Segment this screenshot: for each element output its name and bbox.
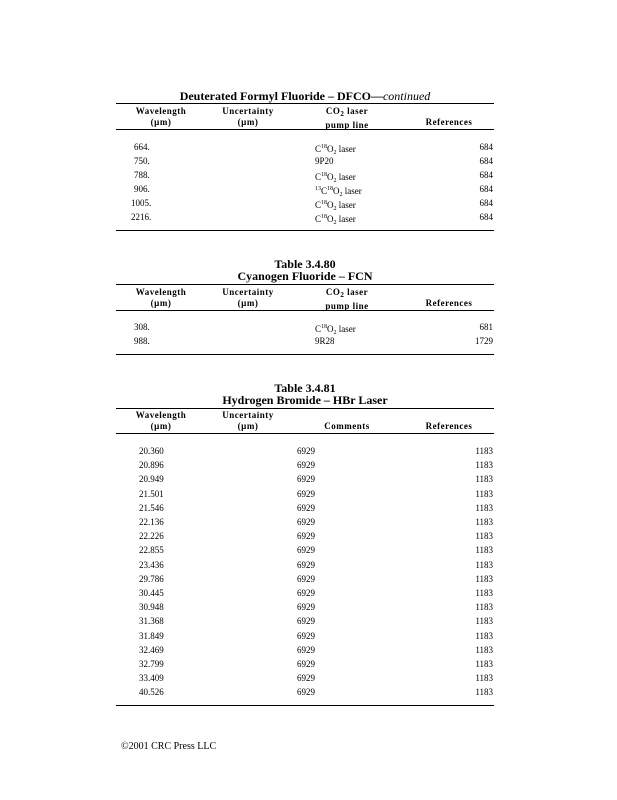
table-title-fcn: Cyanogen Fluoride – FCN [237,269,373,283]
table-cell-ref: 1183 [475,673,493,683]
table-cell-ref: 1183 [475,631,493,641]
table-cell-comment: 6929 [297,531,315,541]
table-cell-ref: 684 [479,170,493,180]
table-cell-wavelength: 33.409 [139,673,164,683]
table-cell-ref: 1183 [475,659,493,669]
table-cell-wavelength: 30.445 [139,588,164,598]
table-cell-ref: 1183 [475,645,493,655]
table-cell-ref: 684 [479,212,493,222]
table-cell-comment: 6929 [297,560,315,570]
table-cell-comment: 6929 [297,588,315,598]
table-cell-wavelength: 22.226 [139,531,164,541]
table-cell-pump: $C^{18}O_2$ laser [315,172,356,184]
table-cell-comment: 6929 [297,446,315,456]
col-header-references: References [425,421,473,431]
table-cell-comment: 6929 [297,687,315,697]
table-cell-wavelength: 788. [134,170,150,180]
table-cell-ref: 681 [479,322,493,332]
table-cell-wavelength: 23.436 [139,560,164,570]
col-header-wavelength: Wavelength (µm) [135,410,187,431]
table-bottom-rule [116,354,494,355]
table-number: Table 3.4.81 [274,381,336,395]
table-cell-ref: 1183 [475,687,493,697]
table-cell-wavelength: 2216. [131,212,152,222]
table-cell-wavelength: 21.501 [139,489,164,499]
table-cell-wavelength: 906. [134,184,150,194]
table-cell-wavelength: 30.948 [139,602,164,612]
table-cell-ref: 1183 [475,531,493,541]
table-cell-wavelength: 29.786 [139,574,164,584]
table-cell-pump: 9R28 [315,336,335,346]
table-cell-ref: 684 [479,156,493,166]
col-header-pump-line: $CO_2$ laser pump line [325,287,369,311]
table-cell-ref: 1183 [475,446,493,456]
table-cell-wavelength: 22.855 [139,545,164,555]
table-cell-wavelength: 308. [134,322,150,332]
table-title-dfco: Deuterated Formyl Fluoride – DFCO—continued [179,89,431,103]
table-cell-comment: 6929 [297,574,315,584]
table-cell-ref: 1183 [475,616,493,626]
table-cell-ref: 1183 [475,545,493,555]
table-cell-wavelength: 31.368 [139,616,164,626]
col-header-references: References [425,117,473,127]
table-bottom-rule [116,705,494,706]
table-cell-comment: 6929 [297,645,315,655]
table-top-rule [116,284,494,285]
copyright-footer: ©2001 CRC Press LLC [121,741,217,752]
col-header-pump-line: $CO_2$ laser pump line [325,106,369,130]
table-top-rule [116,408,494,409]
table-cell-pump: 9P20 [315,156,334,166]
table-cell-comment: 6929 [297,460,315,470]
col-header-references: References [425,298,473,308]
table-cell-comment: 6929 [297,489,315,499]
table-cell-wavelength: 664. [134,142,150,152]
table-cell-ref: 684 [479,142,493,152]
table-cell-ref: 684 [479,198,493,208]
table-cell-comment: 6929 [297,474,315,484]
table-cell-wavelength: 22.136 [139,517,164,527]
table-cell-ref: 1183 [475,588,493,598]
table-cell-wavelength: 1005. [131,198,152,208]
table-cell-wavelength: 20.360 [139,446,164,456]
header-rule [116,129,494,130]
table-cell-wavelength: 20.949 [139,474,164,484]
table-number: Table 3.4.80 [274,257,336,271]
table-cell-ref: 1183 [475,574,493,584]
table-cell-comment: 6929 [297,503,315,513]
table-cell-comment: 6929 [297,517,315,527]
table-cell-pump: $^{13}C^{18}O_2$ laser [315,186,362,198]
table-cell-comment: 6929 [297,659,315,669]
table-cell-wavelength: 40.526 [139,687,164,697]
table-cell-wavelength: 988. [134,336,150,346]
table-cell-ref: 1183 [475,602,493,612]
table-cell-pump: $C^{18}O_2$ laser [315,214,356,226]
col-header-uncertainty: Uncertainty (µm) [222,287,274,308]
col-header-uncertainty: Uncertainty (µm) [222,106,274,127]
table-cell-pump: $C^{18}O_2$ laser [315,324,356,336]
table-cell-wavelength: 20.896 [139,460,164,470]
table-cell-ref: 1183 [475,517,493,527]
table-cell-comment: 6929 [297,545,315,555]
header-rule [116,310,494,311]
table-cell-ref: 1183 [475,489,493,499]
table-cell-pump: $C^{18}O_2$ laser [315,144,356,156]
col-header-comments: Comments [324,421,370,431]
table-cell-ref: 1729 [475,336,493,346]
col-header-wavelength: Wavelength (µm) [135,106,187,127]
table-title-hbr: Hydrogen Bromide – HBr Laser [222,393,388,407]
table-cell-comment: 6929 [297,616,315,626]
table-bottom-rule [116,230,494,231]
table-cell-wavelength: 32.799 [139,659,164,669]
col-header-uncertainty: Uncertainty (µm) [222,410,274,431]
table-cell-ref: 1183 [475,460,493,470]
header-rule [116,433,494,434]
table-cell-wavelength: 31.849 [139,631,164,641]
table-cell-ref: 1183 [475,560,493,570]
table-cell-ref: 1183 [475,474,493,484]
table-cell-wavelength: 21.546 [139,503,164,513]
table-cell-ref: 1183 [475,503,493,513]
table-cell-comment: 6929 [297,631,315,641]
table-cell-comment: 6929 [297,673,315,683]
table-cell-wavelength: 32.469 [139,645,164,655]
table-top-rule [116,103,494,104]
table-cell-pump: $C^{18}O_2$ laser [315,200,356,212]
table-cell-comment: 6929 [297,602,315,612]
table-cell-ref: 684 [479,184,493,194]
col-header-wavelength: Wavelength (µm) [135,287,187,308]
table-cell-wavelength: 750. [134,156,150,166]
